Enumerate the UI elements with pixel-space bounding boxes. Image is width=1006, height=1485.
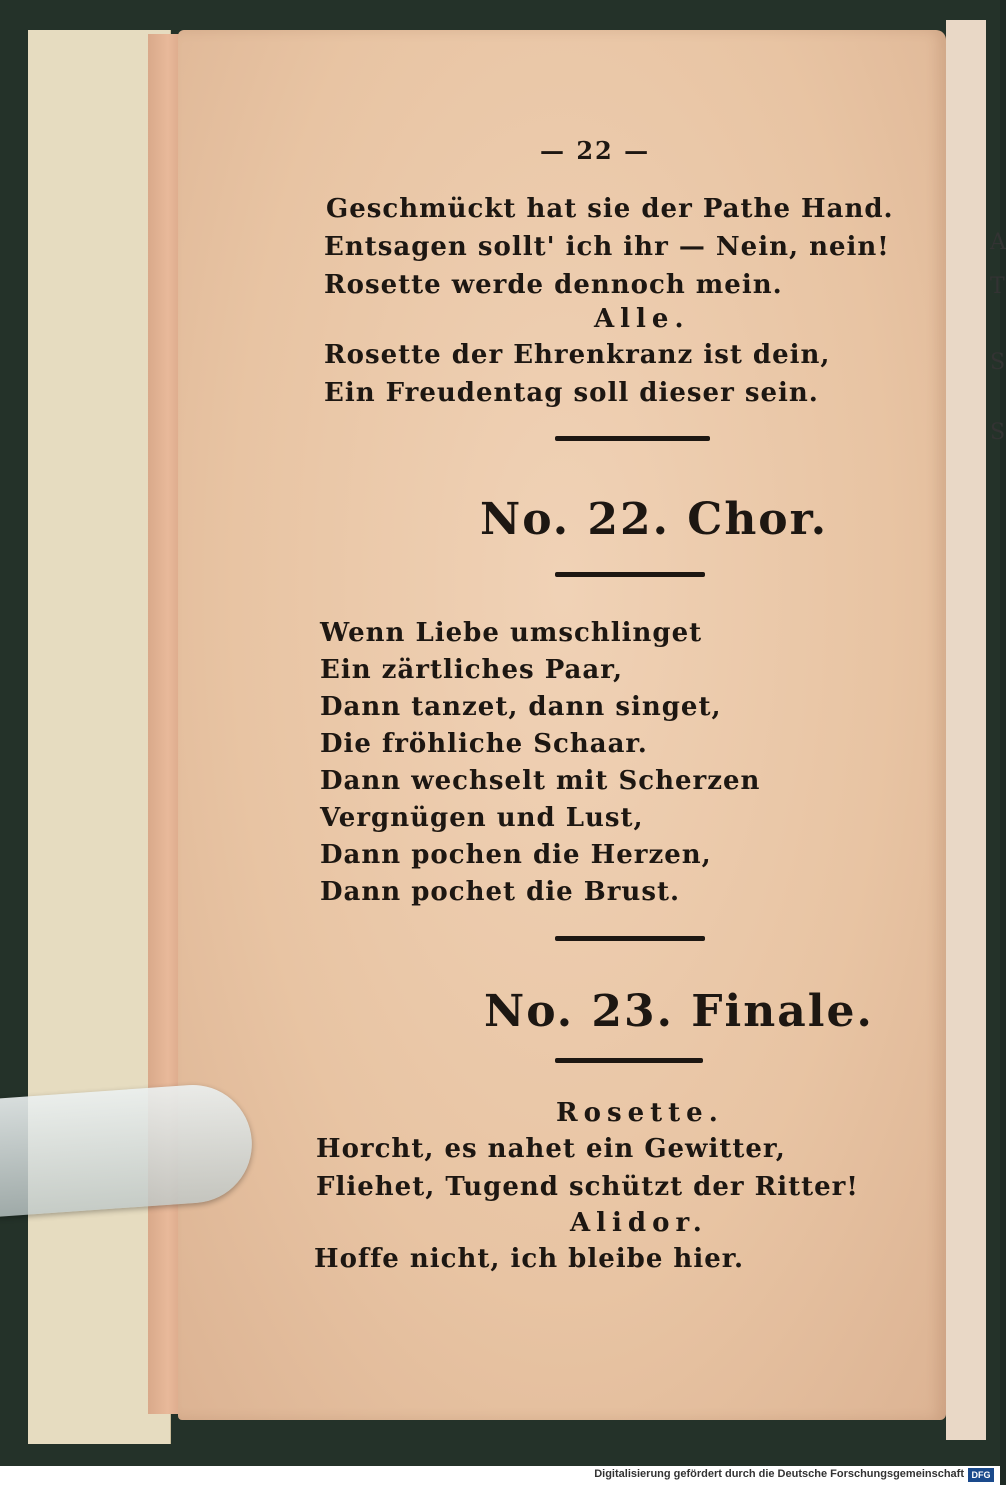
text-line: Dann pochen die Herzen,: [320, 840, 712, 870]
section-heading: No. 23. Finale.: [484, 986, 874, 1037]
footer-credit: Digitalisierung gefördert durch die Deutsche Forschungsgemeinschaft: [594, 1468, 964, 1480]
next-page-fragment: S: [990, 420, 1006, 445]
section-rule: [555, 936, 705, 941]
section-heading: No. 22. Chor.: [480, 494, 829, 545]
text-line: Rosette der Ehrenkranz ist dein,: [324, 340, 831, 370]
section-rule: [555, 1058, 703, 1063]
text-line: Dann tanzet, dann singet,: [320, 692, 722, 722]
next-page-fragment: A: [990, 230, 1006, 255]
speaker-label: Rosette.: [556, 1098, 724, 1128]
speaker-label: Alle.: [594, 304, 690, 334]
next-page-fragment: S: [990, 350, 1006, 375]
text-line: Geschmückt hat sie der Pathe Hand.: [326, 194, 894, 224]
text-line: Dann pochet die Brust.: [320, 877, 681, 907]
text-line: Vergnügen und Lust,: [320, 803, 644, 833]
next-page-edge: [946, 20, 1006, 1440]
text-line: Die fröhliche Schaar.: [320, 729, 648, 759]
page-number: — 22 —: [540, 136, 651, 165]
text-line: Wenn Liebe umschlinget: [320, 618, 703, 648]
text-line: Entsagen sollt' ich ihr — Nein, nein!: [324, 232, 890, 262]
text-line: Fliehet, Tugend schützt der Ritter!: [316, 1172, 859, 1202]
dfg-logo: DFG: [968, 1468, 994, 1482]
text-line: Horcht, es nahet ein Gewitter,: [316, 1134, 786, 1164]
next-page-fragment: T: [990, 274, 1005, 299]
text-line: Ein Freudentag soll dieser sein.: [324, 378, 819, 408]
page-holder-clip: [0, 1081, 256, 1217]
text-line: Rosette werde dennoch mein.: [324, 270, 783, 300]
section-rule: [555, 436, 710, 441]
section-rule: [555, 572, 705, 577]
speaker-label: Alidor.: [570, 1208, 708, 1238]
text-line: Ein zärtliches Paar,: [320, 655, 624, 685]
text-line: Dann wechselt mit Scherzen: [320, 766, 761, 796]
text-line: Hoffe nicht, ich bleibe hier.: [314, 1244, 745, 1274]
